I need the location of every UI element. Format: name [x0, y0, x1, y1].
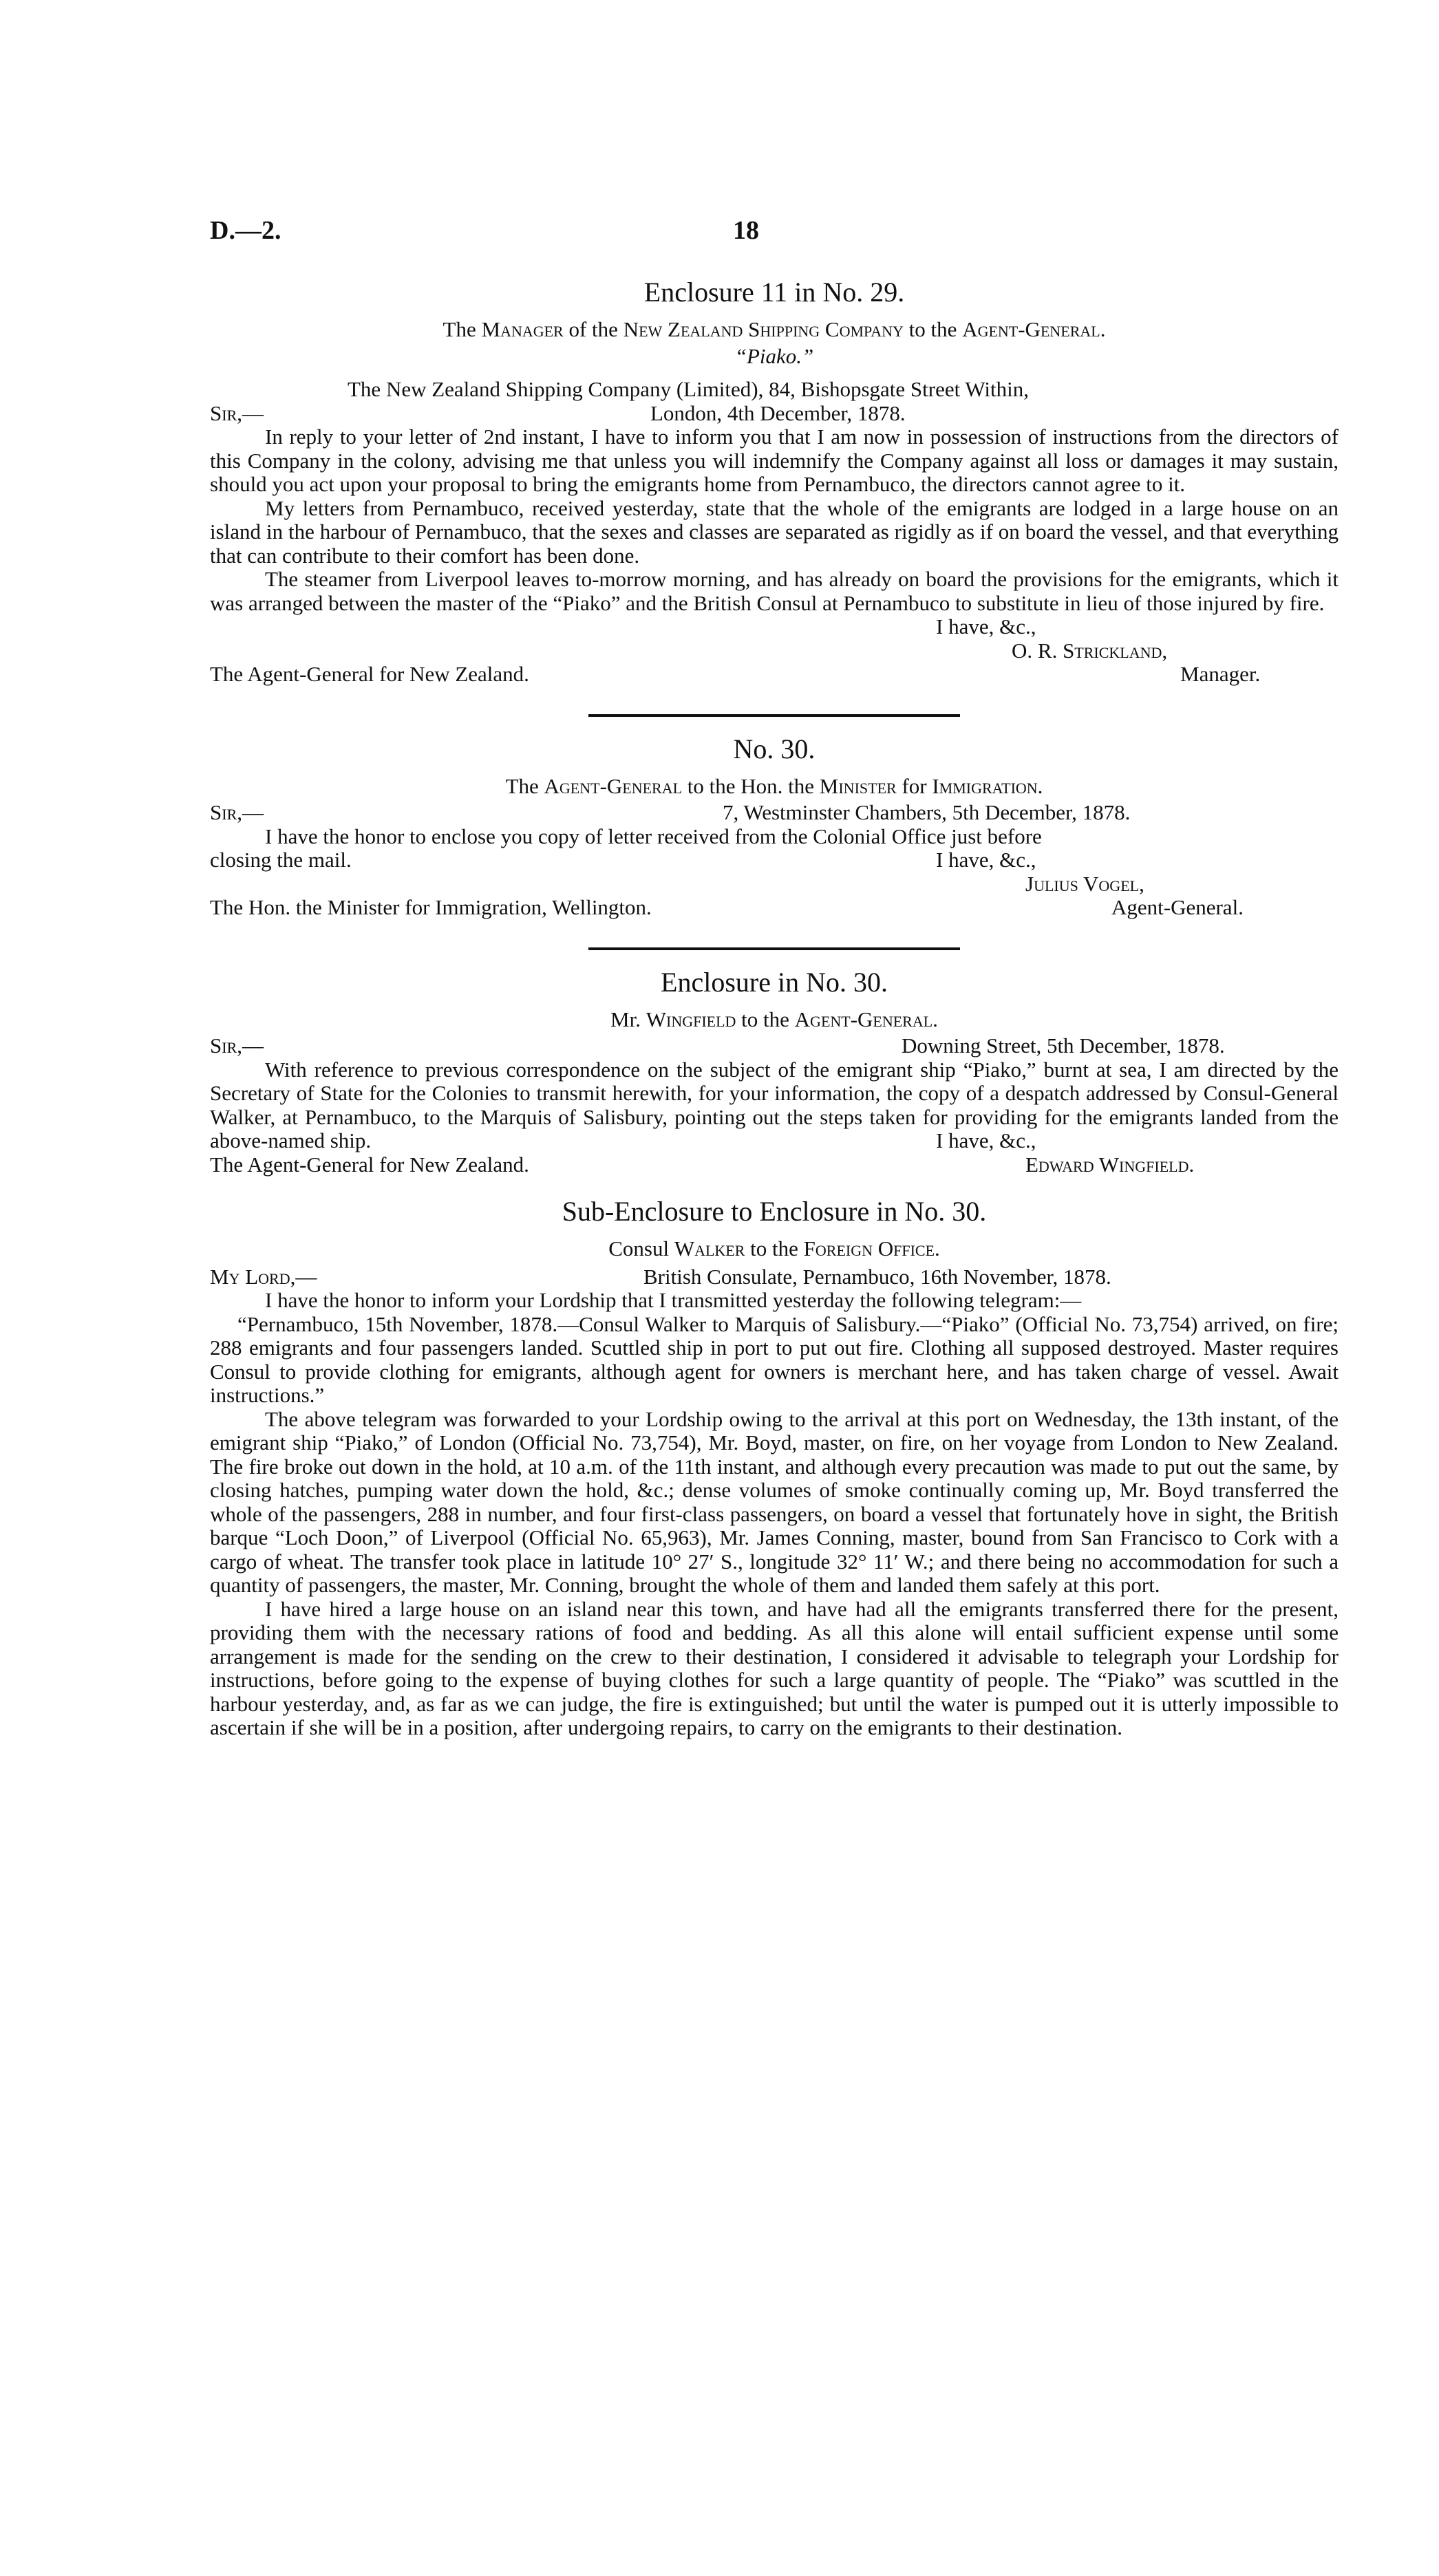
addressee: The Agent-General for New Zealand.: [210, 662, 529, 686]
section-title: No. 30.: [733, 733, 816, 764]
no-30: [210, 733, 1339, 920]
paragraph: I have the honor to enclose you copy of letter received from the Colonial Office just before: [265, 824, 1042, 848]
sender-address: The New Zealand Shipping Company (Limited), 84, Bishopsgate Street Within,: [348, 377, 1030, 401]
letter-date: London, 4th December, 1878.: [650, 400, 906, 425]
paragraph-end: closing the mail.: [210, 848, 352, 872]
paragraph-end: above-named ship.: [210, 1128, 372, 1152]
page-number: 18: [733, 216, 759, 245]
enclosure-no-30: [210, 967, 1339, 1177]
signer: O. R. Strickland,: [1012, 638, 1168, 663]
salutation: My Lord,—: [210, 1264, 317, 1289]
paragraph: In reply to your letter of 2nd instant, I have to inform you that I am now in possession of instructions from the directors of this Company in the colony, advising me that unless you will indemnify the Company against all loss or damages it may sustain, should you act upon your proposal to bring the emigrants home from Pernambuco, the directors cannot agree to it.: [210, 425, 1339, 496]
letter-date: Downing Street, 5th December, 1878.: [902, 1033, 1225, 1058]
salutation: Sir,—: [210, 800, 264, 824]
closing: I have, &c.,: [936, 848, 1036, 872]
signer: Julius Vogel,: [1025, 871, 1144, 896]
signer: Edward Wingfield.: [1025, 1152, 1195, 1177]
section-title: Enclosure in No. 30.: [661, 966, 888, 998]
section-subtitle: The Agent-General to the Hon. the Minister for Immigration.: [505, 773, 1043, 798]
signer-title: Agent-General.: [1111, 895, 1244, 919]
page-header: [210, 216, 1339, 260]
paragraph: With reference to previous correspondence on the subject of the emigrant ship “Piako,” burnt at sea, I am directed by the Secretary of State for the Colonies to transmit herewith, for your information, the copy of a despatch addressed by Consul-General Walker, at Pernambuco, to the Marquis of Salisbury, pointing out the steps taken for providing for the emigrants landed from the: [210, 1057, 1339, 1129]
addressee: The Agent-General for New Zealand.: [210, 1152, 529, 1177]
section-subtitle: The Manager of the New Zealand Shipping Company to the Agent-General.: [443, 317, 1106, 341]
section-title: Sub-Enclosure to Enclosure in No. 30.: [562, 1196, 987, 1227]
letter-date: British Consulate, Pernambuco, 16th November, 1878.: [643, 1264, 1111, 1289]
section-subtitle: Mr. Wingfield to the Agent-General.: [610, 1007, 938, 1031]
signer-title: Manager.: [1180, 662, 1261, 686]
paragraph: I have the honor to inform your Lordship that I transmitted yesterday the following telegram:—: [265, 1288, 1082, 1312]
document-page: [210, 216, 1339, 1740]
document-reference: D.—2.: [210, 216, 281, 245]
salutation: Sir,—: [210, 400, 264, 425]
sub-enclosure: [210, 1196, 1339, 1740]
paragraph: I have hired a large house on an island near this town, and have had all the emigrants transferred there for the present, providing them with the necessary rations of food and bedding. As all this alone will entail sufficient expense until some arrangement is made for the sending on the crew to their destination, I considered it advisable to telegraph your Lordship for instructions, before going to the expense of buying clothes for such a large quantity of people. The “Piako” was scuttled in the harbour yesterday, and, as far as we can judge, the fire is extinguished; but until the water is pumped out it is utterly impossible to ascertain if she will be in a position, after undergoing repairs, to carry on the emigrants to their destination.: [210, 1596, 1339, 1739]
salutation: Sir,—: [210, 1033, 264, 1058]
letter-date: 7, Westminster Chambers, 5th December, 1878.: [723, 800, 1131, 824]
addressee: The Hon. the Minister for Immigration, Wellington.: [210, 895, 652, 919]
divider: [588, 947, 960, 950]
section-title: Enclosure 11 in No. 29.: [643, 277, 905, 308]
paragraph: My letters from Pernambuco, received yesterday, state that the whole of the emigrants are lodged in a large house on an island in the harbour of Pernambuco, that the sexes and classes are separated as rigidly as if on board the vessel, and that everything that can contribute to their comfort has been done.: [210, 495, 1339, 568]
paragraph: The steamer from Liverpool leaves to-morrow morning, and has already on board the provisions for the emigrants, which it was arranged between the master of the “Piako” and the British Consul at Pernambuco to substitute in lieu of those injured by fire.: [210, 567, 1339, 615]
divider: [588, 714, 960, 717]
section-subtitle: Consul Walker to the Foreign Office.: [608, 1236, 940, 1260]
telegram-quote: “Pernambuco, 15th November, 1878.—Consul Walker to Marquis of Salisbury.—“Piako” (Official No. 73,754) arrived, on fire; 288 emigrants and four passengers landed. Scuttled ship in port to put out fire. Clothing all supposed destroyed. Master requires Consul to provide clothing for emigrants, although agent for owners is merchant here, and has taken charge of vessel. Await instructions.”: [210, 1311, 1339, 1407]
paragraph: The above telegram was forwarded to your Lordship owing to the arrival at this port on Wednesday, the 13th instant, of the emigrant ship “Piako,” of London (Official No. 73,754), Mr. Boyd, master, on fire, on her voyage from London to New Zealand. The fire broke out down in the hold, at 10 a.m. of the 11th instant, and although every precaution was made to put out the same, by closing hatches, pumping water down the hold, &c.; dense volumes of smoke continually coming up, Mr. Boyd transferred the whole of the passengers, 288 in number, and four first-class passengers, on board a vessel that fortunately hove in sight, the British barque “Loch Doon,” of Liverpool (Official No. 65,963), Mr. James Conning, master, bound from San Francisco to Cork with a cargo of wheat. The transfer took place in latitude 10° 27′ S., longitude 32° 11′ W.; and there being no accommodation for such a quantity of passengers, the master, Mr. Conning, brought the whole of them and landed them safely at this port.: [210, 1406, 1339, 1597]
closing: I have, &c.,: [936, 1128, 1036, 1152]
ship-name: “Piako.”: [734, 343, 814, 368]
enclosure-11: [210, 277, 1339, 687]
closing: I have, &c.,: [936, 614, 1036, 638]
